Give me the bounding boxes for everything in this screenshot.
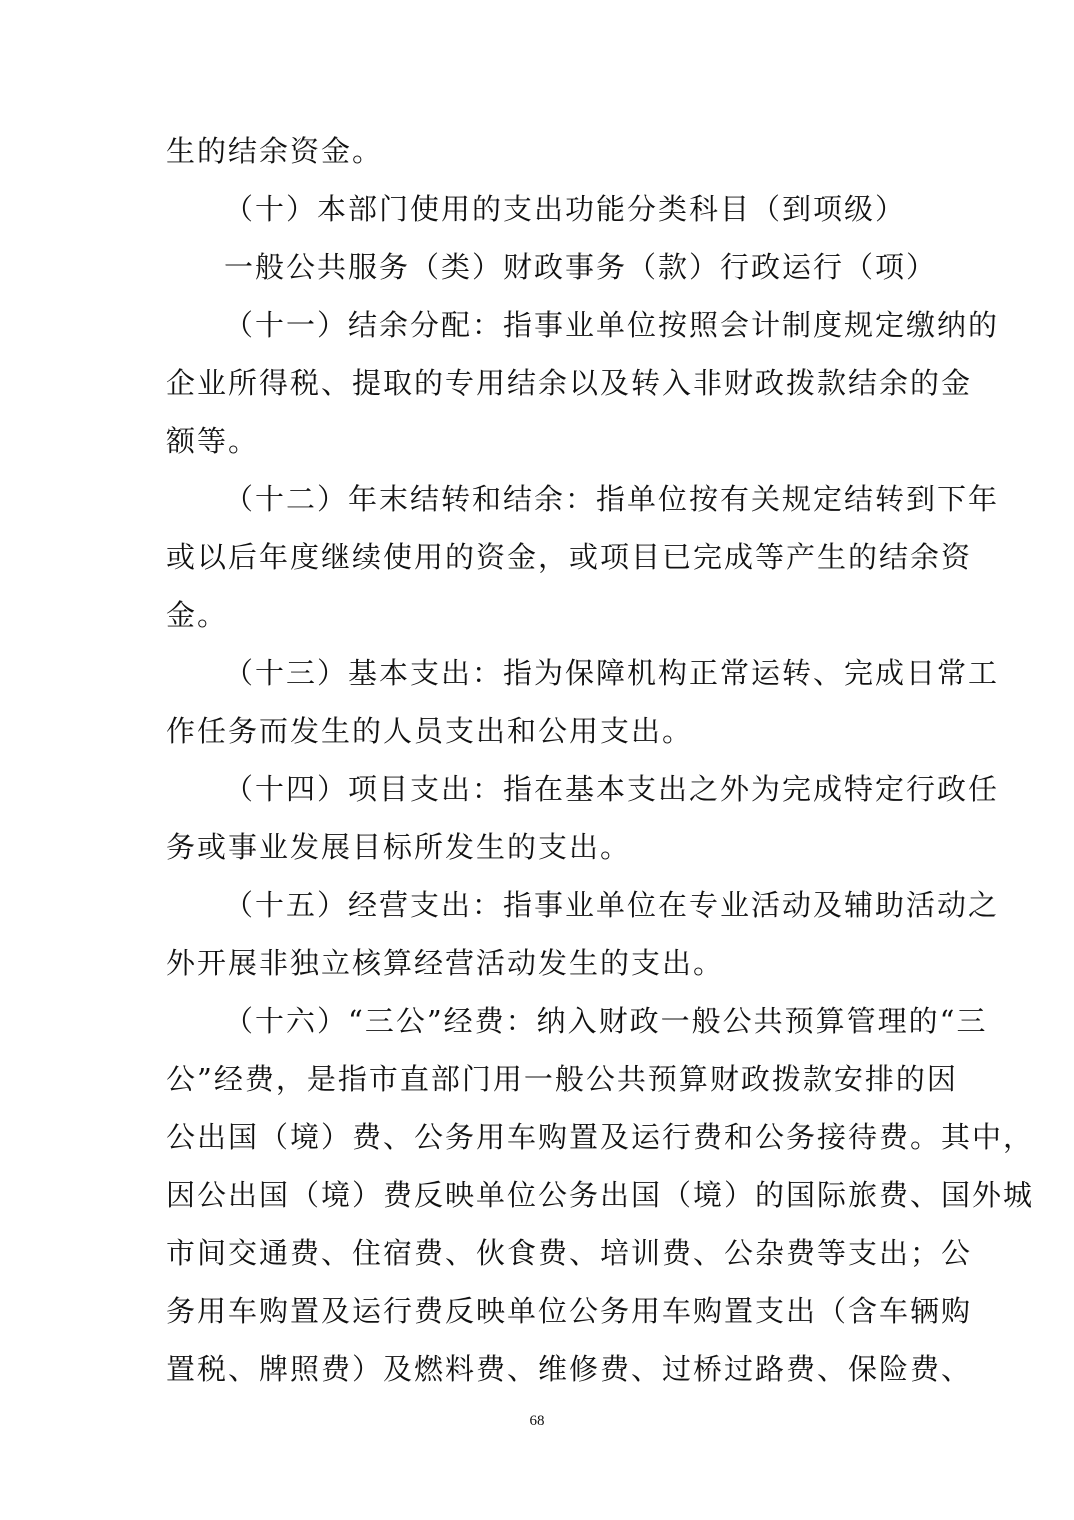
text-line: 外开展非独立核算经营活动发生的支出。: [166, 946, 725, 980]
text-line: 市间交通费、住宿费、伙食费、培训费、公杂费等支出；公: [166, 1236, 973, 1270]
text-line: 生的结余资金。: [166, 134, 384, 168]
text-line: 因公出国（境）费反映单位公务出国（境）的国际旅费、国外城: [166, 1178, 1035, 1212]
section-heading-16: （十六）“三公”经费：纳入财政一般公共预算管理的“三: [224, 1004, 988, 1038]
text-line: 置税、牌照费）及燃料费、维修费、过桥过路费、保险费、: [166, 1352, 973, 1386]
text-line: 额等。: [166, 424, 260, 458]
text-line: 公出国（境）费、公务用车购置及运行费和公务接待费。其中，: [166, 1120, 1035, 1154]
section-heading-15: （十五）经营支出：指事业单位在专业活动及辅助活动之: [224, 888, 1000, 922]
text-line: 或以后年度继续使用的资金，或项目已完成等产生的结余资: [166, 540, 973, 574]
text-line: 一般公共服务（类）财政事务（款）行政运行（项）: [224, 250, 938, 284]
page-number: 68: [529, 1413, 545, 1429]
text-line: 务用车购置及运行费反映单位公务用车购置支出（含车辆购: [166, 1294, 973, 1328]
text-line: 企业所得税、提取的专用结余以及转入非财政拨款结余的金: [166, 366, 973, 400]
section-heading-11: （十一）结余分配：指事业单位按照会计制度规定缴纳的: [224, 308, 1000, 342]
text-line: 金。: [166, 598, 229, 632]
text-line: 作任务而发生的人员支出和公用支出。: [166, 714, 694, 748]
text-line: 务或事业发展目标所发生的支出。: [166, 830, 632, 864]
text-line: 公”经费，是指市直部门用一般公共预算财政拨款安排的因: [166, 1062, 958, 1096]
section-heading-10: （十）本部门使用的支出功能分类科目（到项级）: [224, 192, 907, 226]
section-heading-12: （十二）年末结转和结余：指单位按有关规定结转到下年: [224, 482, 1000, 516]
section-heading-13: （十三）基本支出：指为保障机构正常运转、完成日常工: [224, 656, 1000, 690]
section-heading-14: （十四）项目支出：指在基本支出之外为完成特定行政任: [224, 772, 1000, 806]
